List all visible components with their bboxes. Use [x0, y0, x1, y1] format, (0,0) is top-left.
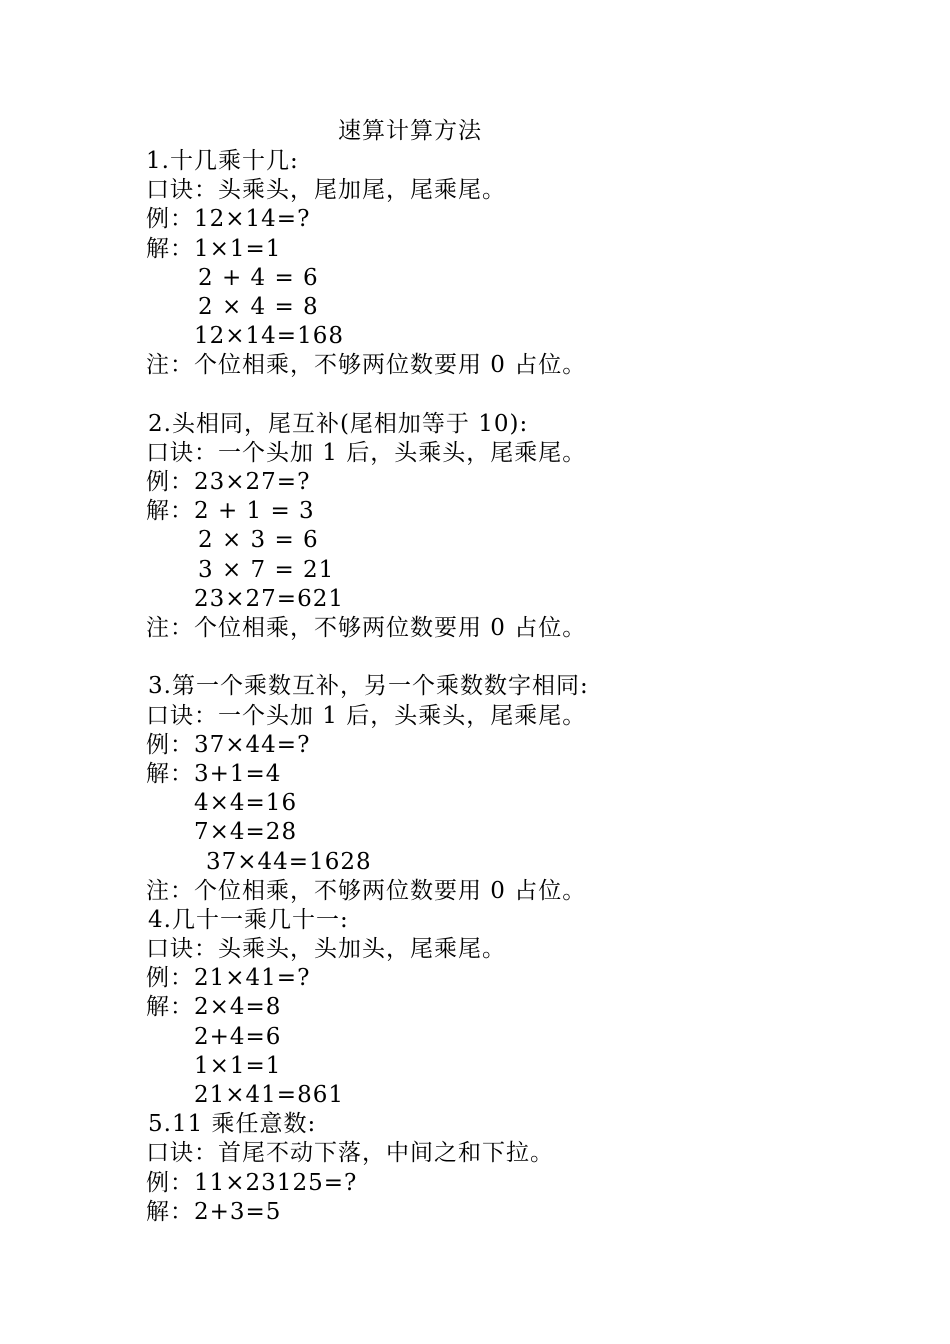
- section-1-rule: 口诀：头乘头，尾加尾，尾乘尾。: [146, 177, 506, 204]
- section-3-heading: 3.第一个乘数互补，另一个乘数数字相同:: [148, 673, 589, 700]
- section-3-step-3: 7×4=28: [194, 819, 298, 846]
- section-4-step-1: 解：2×4=8: [146, 994, 282, 1021]
- section-4-example: 例：21×41=?: [146, 965, 311, 992]
- document-title: 速算计算方法: [338, 118, 482, 144]
- section-3-step-2: 4×4=16: [194, 790, 298, 817]
- section-1-step-3: 2 × 4 = 8: [198, 293, 319, 320]
- section-2-example: 例：23×27=?: [146, 469, 311, 496]
- section-3-note: 注：个位相乘，不够两位数要用 0 占位。: [146, 877, 587, 904]
- section-4-heading: 4.几十一乘几十一:: [148, 906, 349, 933]
- section-1-step-4: 12×14=168: [194, 323, 344, 350]
- section-4-step-4: 21×41=861: [194, 1082, 344, 1108]
- section-5-example: 例：11×23125=?: [146, 1169, 358, 1196]
- section-2-step-4: 23×27=621: [194, 585, 344, 612]
- section-3-step-1: 解：3+1=4: [146, 760, 282, 787]
- section-3-example: 例：37×44=?: [146, 731, 311, 758]
- section-2-step-3: 3 × 7 = 21: [198, 556, 335, 583]
- section-spacer: [146, 643, 846, 672]
- section-2-step-1: 解：2 + 1 = 3: [146, 498, 315, 525]
- section-4-step-2: 2+4=6: [194, 1023, 282, 1050]
- section-1-step-1: 解：1×1=1: [146, 235, 282, 262]
- section-1-note: 注：个位相乘，不够两位数要用 0 占位。: [146, 352, 587, 379]
- section-2-step-2: 2 × 3 = 6: [198, 527, 319, 554]
- section-2-rule: 口诀：一个头加 1 后，头乘头，尾乘尾。: [146, 439, 587, 466]
- section-2-heading: 2.头相同，尾互补(尾相加等于 10):: [148, 410, 529, 437]
- section-5-heading: 5.11 乘任意数:: [148, 1111, 317, 1138]
- section-5-step-1: 解：2+3=5: [146, 1198, 282, 1225]
- section-4-step-3: 1×1=1: [194, 1052, 282, 1079]
- section-4-rule: 口诀：头乘头，头加头，尾乘尾。: [146, 936, 506, 963]
- section-1-example: 例：12×14=?: [146, 206, 311, 233]
- section-3-step-4: 37×44=1628: [206, 848, 372, 875]
- section-2-note: 注：个位相乘，不够两位数要用 0 占位。: [146, 615, 587, 641]
- section-5-rule: 口诀：首尾不动下落，中间之和下拉。: [146, 1140, 554, 1167]
- section-spacer: [146, 381, 846, 410]
- section-3-rule: 口诀：一个头加 1 后，头乘头，尾乘尾。: [146, 702, 587, 729]
- section-1-heading: 1.十几乘十几:: [146, 148, 299, 174]
- document-body: [146, 147, 846, 1227]
- section-1-step-2: 2 + 4 = 6: [198, 264, 319, 291]
